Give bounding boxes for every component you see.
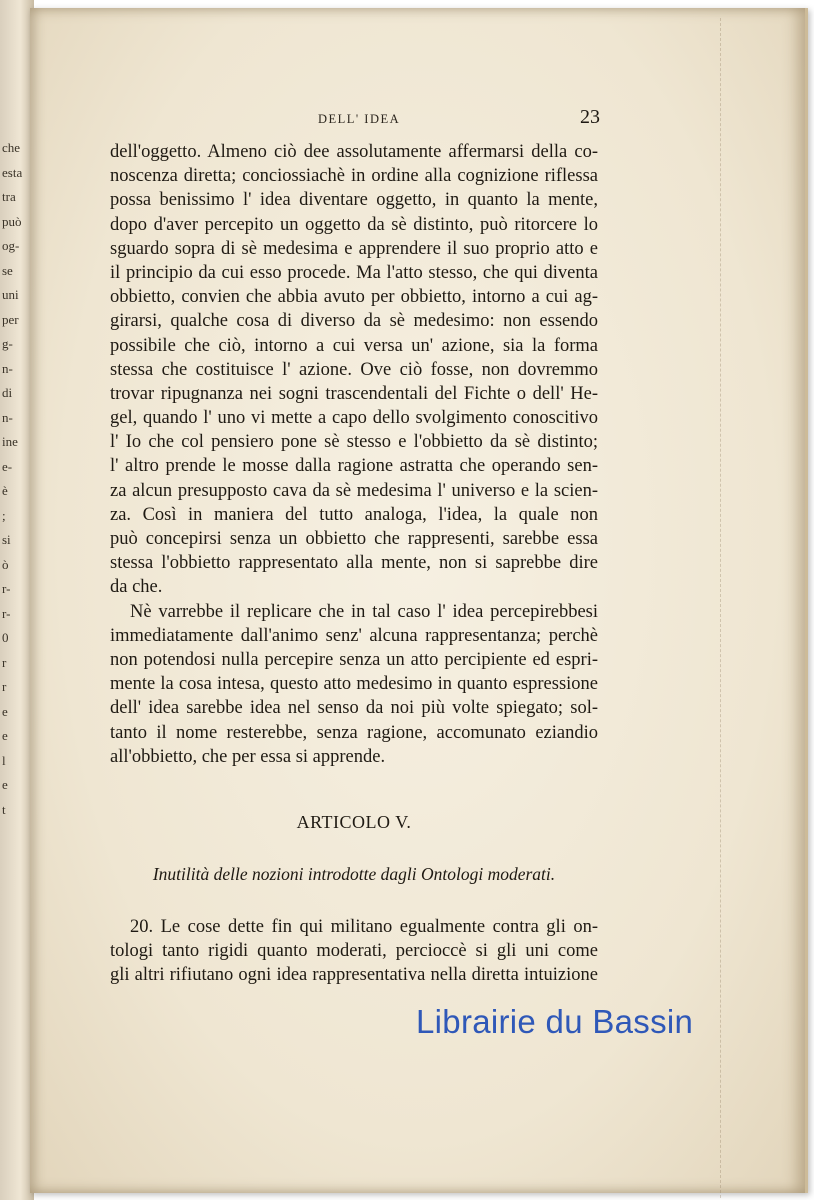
facing-page-fragment: tra bbox=[2, 189, 16, 204]
facing-page-edge bbox=[0, 0, 34, 1200]
page-header bbox=[110, 106, 600, 136]
text-line: noscenza diretta; conciossiachè in ordine alla cognizione riflessa bbox=[110, 166, 598, 187]
text-line: Nè varrebbe il replicare che in tal caso l' idea percepirebbesi bbox=[130, 601, 598, 622]
text-line: sguardo sopra di sè medesima e apprendere il suo proprio atto e bbox=[110, 238, 598, 259]
text-line: girarsi, qualche cosa di diverso da sè medesimo: non essendo bbox=[110, 311, 598, 332]
text-line: all'obbietto, che per essa si apprende. bbox=[110, 746, 386, 767]
running-head: DELL' IDEA bbox=[318, 112, 401, 126]
text-line: tanto il nome resterebbe, senza ragione, accomunato eziandio bbox=[110, 722, 598, 743]
facing-page-fragment: ine bbox=[2, 434, 18, 449]
text-line: l' altro prende le mosse dalla ragione astratta che operando sen- bbox=[110, 456, 598, 477]
text-line: l' Io che col pensiero pone sè stesso e l'obbietto da sè distinto; bbox=[110, 432, 598, 453]
text-line: obbietto, convien che abbia avuto per obbietto, intorno a cui ag- bbox=[110, 287, 598, 308]
facing-page-fragment: esta bbox=[2, 164, 23, 180]
page-crease bbox=[720, 18, 721, 1198]
text-line: dell' idea sarebbe idea nel senso da noi più volte spiegato; sol- bbox=[110, 698, 598, 719]
facing-page-fragment: uni bbox=[2, 287, 19, 302]
text-line: da che. bbox=[110, 577, 163, 598]
facing-page-fragment: r bbox=[2, 679, 7, 694]
facing-page-fragment: 0 bbox=[2, 630, 9, 645]
facing-page-fragment: n- bbox=[2, 409, 13, 425]
text-line: non potendosi nulla percepire senza un atto percipiente ed espri- bbox=[110, 649, 598, 670]
facing-page-fragment: l bbox=[2, 752, 6, 768]
paragraph-3 bbox=[110, 915, 598, 988]
facing-page-fragment: t bbox=[2, 801, 6, 817]
facing-page-fragment: r bbox=[2, 654, 7, 670]
facing-page-fragment: r- bbox=[2, 581, 11, 596]
facing-page-fragment: ò bbox=[2, 556, 9, 572]
text-line: tologi tanto rigidi quanto moderati, percioccè si gli uni come bbox=[110, 941, 598, 962]
text-line: possibile che ciò, intorno a cui versa un' azione, sia la forma bbox=[110, 335, 598, 356]
facing-page-fragment: se bbox=[2, 262, 13, 278]
text-line: gel, quando l' uno vi mette a capo dello svolgimento conoscitivo bbox=[110, 408, 598, 429]
facing-page-fragment: e- bbox=[2, 458, 13, 474]
facing-page-fragment: di bbox=[2, 385, 13, 400]
facing-page-fragment: n- bbox=[2, 360, 13, 376]
facing-page-fragment: og- bbox=[2, 238, 20, 253]
text-line: può concepirsi senza un obbietto che rappresenti, sarebbe essa bbox=[110, 529, 598, 549]
watermark-text: Librairie du Bassin bbox=[416, 1003, 694, 1040]
text-line: gli altri rifiutano ogni idea rappresentativa nella diretta intuizione bbox=[110, 965, 598, 986]
article-subtitle: Inutilità delle nozioni introdotte dagli Ontologi moderati. bbox=[152, 864, 556, 884]
facing-page-fragment: e bbox=[2, 728, 8, 743]
facing-page-fragment: e bbox=[2, 703, 8, 719]
facing-page-fragment: e bbox=[2, 777, 8, 792]
main-text bbox=[110, 140, 598, 769]
article-title: ARTICOLO V. bbox=[296, 812, 412, 832]
text-line: 20. Le cose dette fin qui militano egualmente contra gli on- bbox=[130, 917, 598, 937]
facing-page-fragment: può bbox=[2, 213, 22, 229]
facing-page-fragment: che bbox=[2, 140, 21, 155]
text-line: stessa che costituisce l' azione. Ove ciò fosse, non dovremmo bbox=[110, 359, 598, 380]
paragraph-1 bbox=[110, 140, 598, 600]
facing-page-fragment: si bbox=[2, 532, 11, 547]
facing-page-fragment: g- bbox=[2, 336, 13, 351]
page-number: 23 bbox=[580, 106, 600, 128]
facing-page-fragment: r- bbox=[2, 605, 11, 621]
text-line: immediatamente dall'animo senz' alcuna rappresentanza; perchè bbox=[110, 625, 598, 646]
text-line: trovar ripugnanza nei sogni trascendentali del Fichte o dell' He- bbox=[110, 383, 598, 404]
text-line: dopo d'aver percepito un oggetto da sè distinto, può ritorcere lo bbox=[110, 214, 598, 235]
facing-page-fragment: per bbox=[2, 311, 19, 327]
text-line: za. Così in maniera del tutto analoga, l'idea, la quale non bbox=[110, 504, 598, 525]
text-line: stessa l'obbietto rappresentato alla mente, non si saprebbe dire bbox=[110, 553, 598, 574]
paragraph-2 bbox=[110, 600, 598, 769]
text-line: possa benissimo l' idea diventare oggetto, in quanto la mente, bbox=[110, 190, 598, 211]
section-text bbox=[110, 915, 598, 988]
facing-page-fragment: ; bbox=[2, 507, 6, 523]
text-line: il principio da cui esso procede. Ma l'atto stesso, che qui diventa bbox=[110, 262, 598, 283]
text-line: dell'oggetto. Almeno ciò dee assolutamente affermarsi della co- bbox=[110, 142, 598, 162]
facing-page-fragment: è bbox=[2, 483, 8, 498]
text-line: mente la cosa intesa, questo atto medesimo in quanto espressione bbox=[110, 674, 598, 695]
text-line: za alcun presupposto cava da sè medesima l' universo e la scien- bbox=[110, 480, 598, 501]
